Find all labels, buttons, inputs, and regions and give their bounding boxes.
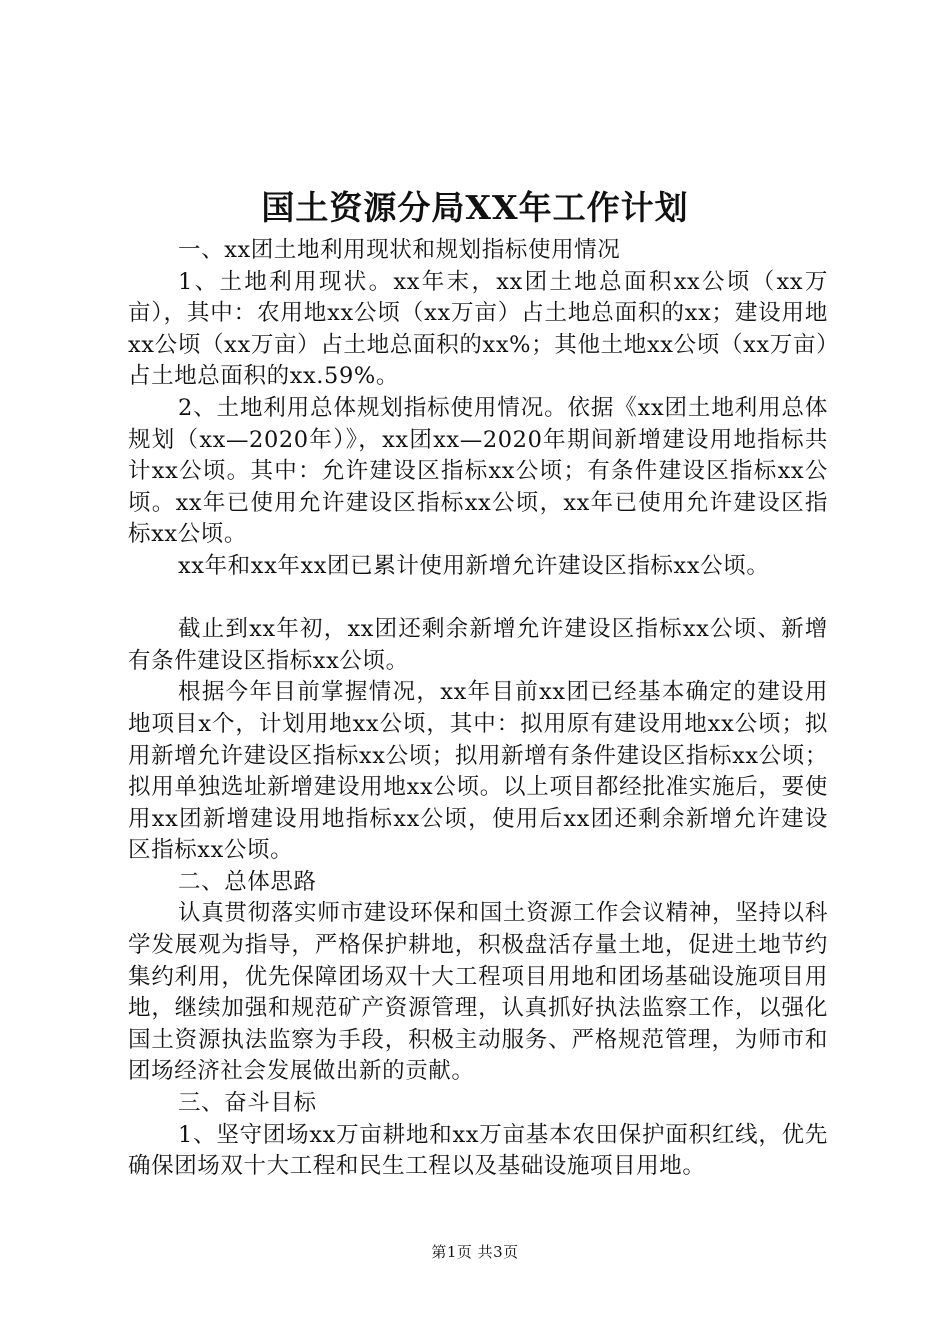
paragraph-current-projects: 根据今年目前掌握情况，xx年目前xx团已经基本确定的建设用地项目x个，计划用地xx公顷，其中：拟用原有建设用地xx公顷；拟用新增允许建设区指标xx公顷；拟用新增有条件建设区指标xx公顷；拟用单独选址新增建设用地xx公顷。以上项目都经批准实施后，要使用xx团新增建设用地指标xx公顷，使用后xx团还剩余新增允许建设区指标xx公顷。 xyxy=(128,679,828,864)
document-title: 国土资源分局XX年工作计划 xyxy=(261,188,689,227)
section-heading-3: 三、奋斗目标 xyxy=(178,1090,317,1117)
paragraph-remaining-indicators: 截止到xx年初，xx团还剩余新增允许建设区指标xx公顷、新增有条件建设区指标xx公顷。 xyxy=(128,616,828,674)
paragraph-cumulative-use: xx年和xx年xx团已累计使用新增允许建设区指标xx公顷。 xyxy=(178,552,770,579)
paragraph-spacer xyxy=(128,583,828,615)
section-heading-2: 二、总体思路 xyxy=(178,868,317,895)
page-footer: 第1页 共3页 xyxy=(431,1243,519,1261)
paragraph-goal-1: 1、坚守团场xx万亩耕地和xx万亩基本农田保护面积红线，优先确保团场双十大工程和民生工程以及基础设施项目用地。 xyxy=(128,1121,828,1180)
paragraph-overall-approach: 认真贯彻落实师市建设环保和国土资源工作会议精神，坚持以科学发展观为指导，严格保护耕地，积极盘活存量土地，促进土地节约集约利用，优先保障团场双十大工程项目用地和团场基础设施项目用地，继续加强和规范矿产资源管理，认真抓好执法监察工作，以强化国土资源执法监察为手段，积极主动服务、严格规范管理，为师市和团场经济社会发展做出新的贡献。 xyxy=(128,900,828,1085)
paragraph-land-use-status: 1、土地利用现状。xx年末，xx团土地总面积xx公顷（xx万亩），其中：农用地xx公顷（xx万亩）占土地总面积的xx；建设用地xx公顷（xx万亩）占土地总面积的xx%；其他土地xx公顷（xx万亩）占土地总面积的xx.59%。 xyxy=(128,268,828,390)
document-body xyxy=(128,235,828,1183)
paragraph-planning-indicators: 2、土地利用总体规划指标使用情况。依据《xx团土地利用总体规划（xx—2020年）》，xx团xx—2020年期间新增建设用地指标共计xx公顷。其中：允许建设区指标xx公顷；有条件建设区指标xx公顷。xx年已使用允许建设区指标xx公顷，xx年已使用允许建设区指标xx公顷。 xyxy=(128,394,828,548)
section-heading-1: 一、xx团土地利用现状和规划指标使用情况 xyxy=(178,237,621,263)
